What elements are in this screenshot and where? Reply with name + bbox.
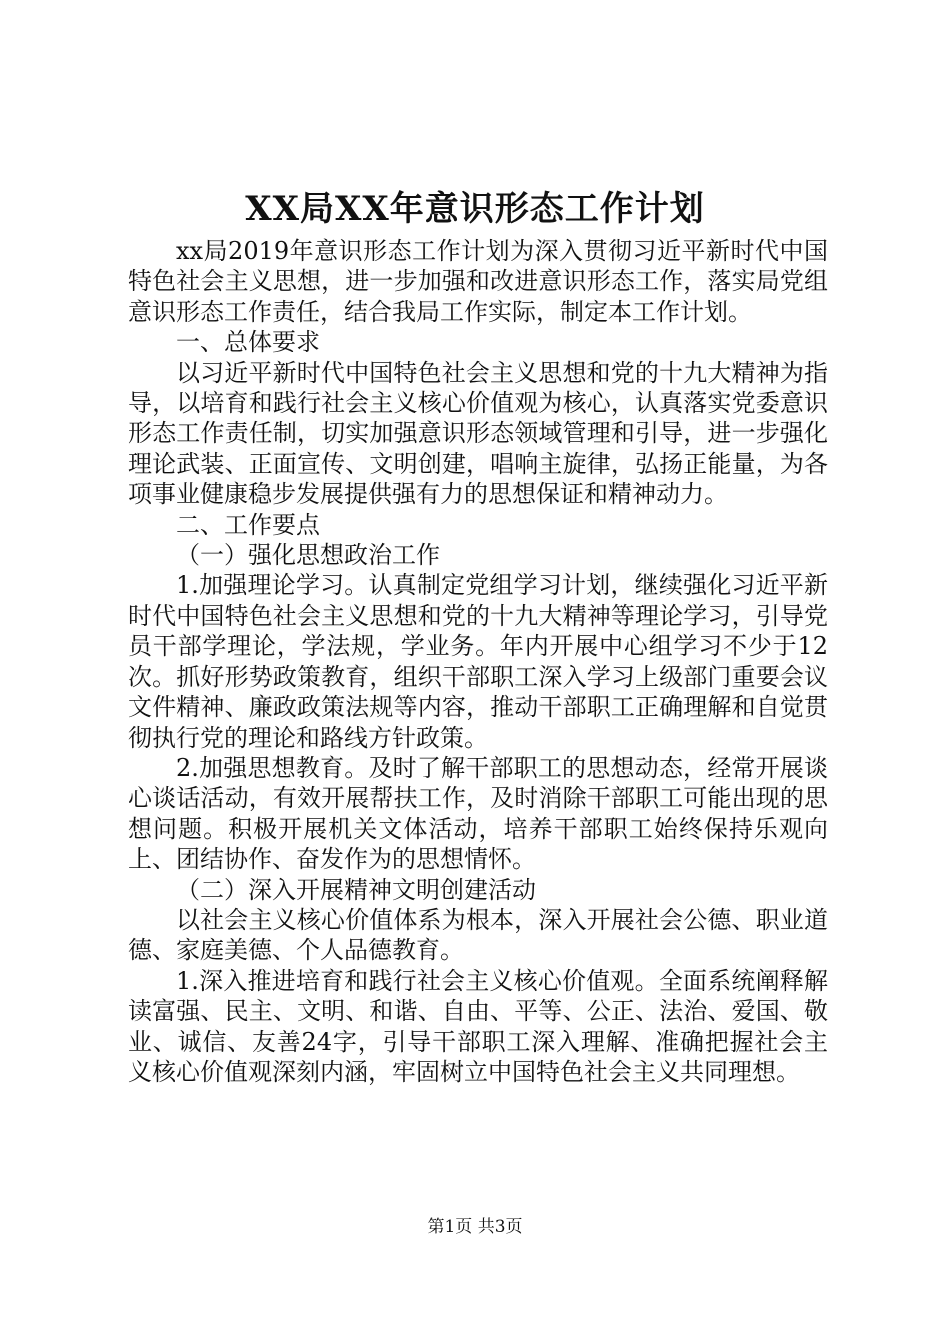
- theory-study-paragraph: 1.加强理论学习。认真制定党组学习计划，继续强化习近平新时代中国特色社会主义思想和党的十九大精神等理论学习，引导党员干部学理论，学法规，学业务。年内开展中心组学习不少于12次。抓好形势政策教育，组织干部职工深入学习上级部门重要会议文件精神、廉政政策法规等内容，推动干部职工正确理解和自觉贯彻执行党的理论和路线方针政策。: [128, 571, 828, 752]
- core-value-system-paragraph: 以社会主义核心价值体系为根本，深入开展社会公德、职业道德、家庭美德、个人品德教育。: [128, 905, 828, 965]
- core-values-practice-paragraph: 1.深入推进培育和践行社会主义核心价值观。全面系统阐释解读富强、民主、文明、和谐、自由、平等、公正、法治、爱国、敬业、诚信、友善24字，引导干部职工深入理解、准确把握社会主义核心价值观深刻内涵，牢固树立中国特色社会主义共同理想。: [128, 966, 828, 1086]
- section-heading-work-points: 二、工作要点: [176, 510, 320, 539]
- document-title: XX局XX年意识形态工作计划: [245, 189, 705, 229]
- section-heading-overall-requirements: 一、总体要求: [176, 328, 320, 357]
- subsection-heading-civilization-activities: （二）深入开展精神文明创建活动: [176, 875, 536, 904]
- intro-paragraph: xx局2019年意识形态工作计划为深入贯彻习近平新时代中国特色社会主义思想，进一步加强和改进意识形态工作，落实局党组意识形态工作责任，结合我局工作实际，制定本工作计划。: [128, 237, 828, 326]
- overall-requirements-paragraph: 以习近平新时代中国特色社会主义思想和党的十九大精神为指导，以培育和践行社会主义核心价值观为核心，认真落实党委意识形态工作责任制，切实加强意识形态领域管理和引导，进一步强化理论武装、正面宣传、文明创建，唱响主旋律，弘扬正能量，为各项事业健康稳步发展提供强有力的思想保证和精神动力。: [128, 358, 828, 509]
- page-footer: 第1页 共3页: [427, 1217, 523, 1237]
- document-body: [128, 236, 828, 1087]
- subsection-heading-ideological-work: （一）强化思想政治工作: [176, 541, 440, 570]
- ideological-education-paragraph: 2.加强思想教育。及时了解干部职工的思想动态，经常开展谈心谈话活动，有效开展帮扶工作，及时消除干部职工可能出现的思想问题。积极开展机关文体活动，培养干部职工始终保持乐观向上、团结协作、奋发作为的思想情怀。: [128, 753, 828, 874]
